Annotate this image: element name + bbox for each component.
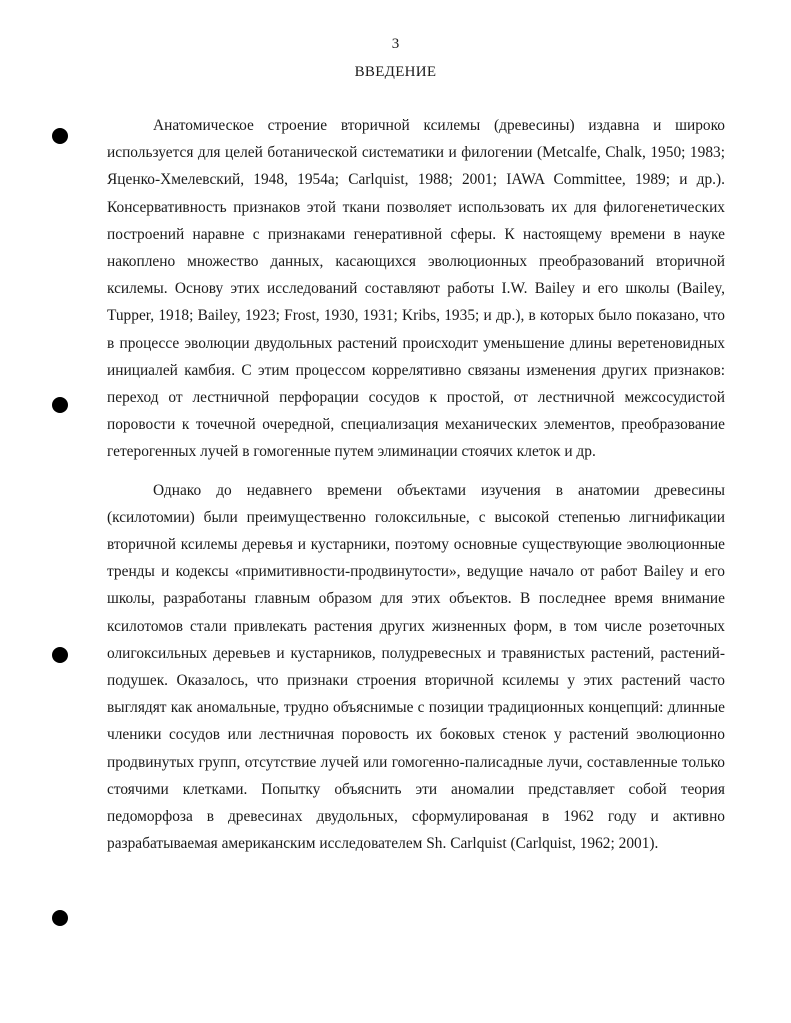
paragraph: Однако до недавнего времени объектами изучения в анатомии древесины (ксилотомии) были преимущественно голоксильные, с высокой степенью лигнификации вторичной ксилемы деревья и кустарники, поэтому основные существующие эволюционные тренды и кодексы «примитивности-продвинутости», ведущие начало от работ Bailey и его школы, разработаны главным образом для этих объектов. В последнее время внимание ксилотомов стали привлекать растения других жизненных форм, в том числе розеточных олигоксильных деревьев и кустарников, полудревесных и травянистых растений, растений-подушек. Оказалось, что признаки строения вторичной ксилемы у этих растений часто выглядят как аномальные, трудно объяснимые с позиции традиционных концепций: длинные членики сосудов или лестничная поровость их боковых стенок у растений эволюционно продвинутых групп, отсутствие лучей или гомогенно-палисадные лучи, составленные только стоячими клетками. Попытку объяснить эти аномалии представляет собой теория педоморфоза в древесинах двудольных, сформулированая в 1962 году и активно разрабатываемая американским исследователем Sh. Carlquist (Carlquist, 1962; 2001).: [107, 481, 725, 853]
punch-hole-mark: [52, 647, 68, 663]
body-text: [107, 112, 725, 857]
page-number: 3: [391, 36, 400, 52]
punch-hole-mark: [52, 397, 68, 413]
paragraph: Анатомическое строение вторичной ксилемы (древесины) издавна и широко используется для целей ботанической систематики и филогении (Metcalfe, Chalk, 1950; 1983; Яценко-Хмелевский, 1948, 1954а; Carlquist, 1988; 2001; IAWA Committee, 1989; и др.). Консервативность признаков этой ткани позволяет использовать их для филогенетических построений наравне с признаками генеративной сферы. К настоящему времени в науке накоплено множество данных, касающихся эволюционных преобразований вторичной ксилемы. Основу этих исследований составляют работы I.W. Bailey и его школы (Bailey, Tupper, 1918; Bailey, 1923; Frost, 1930, 1931; Kribs, 1935; и др.), в которых было показано, что в процессе эволюции двудольных растений происходит уменьшение длины веретеновидных инициалей камбия. С этим процессом коррелятивно связаны изменения других признаков: переход от лестничной перфорации сосудов к простой, от лестничной межсосудистой поровости к точечной очередной, специализация механических элементов, преобразование гетерогенных лучей в гомогенные путем элиминации стоячих клеток и др.: [107, 117, 725, 461]
punch-hole-mark: [52, 128, 68, 144]
punch-hole-mark: [52, 910, 68, 926]
section-heading: ВВЕДЕНИЕ: [354, 64, 437, 80]
